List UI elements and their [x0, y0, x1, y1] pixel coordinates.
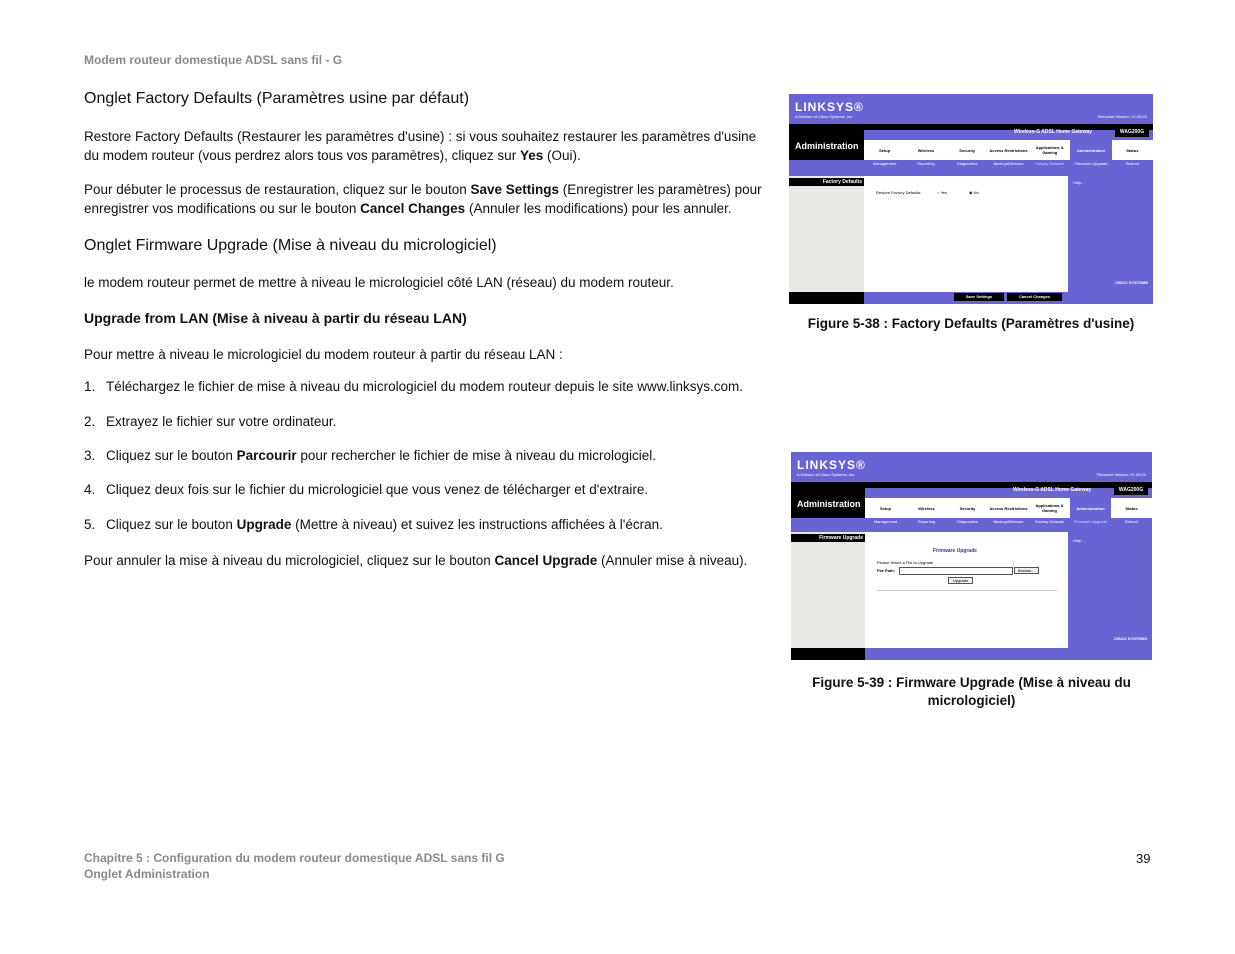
text: Cliquez sur le bouton — [106, 448, 237, 463]
upgrade-button[interactable]: Upgrade — [948, 577, 973, 584]
left-title: Firmware Upgrade — [791, 534, 865, 542]
text: Cliquez sur le bouton — [106, 517, 237, 532]
text: du modem routeur (vous perdrez alors tous vos paramètres), cliquez sur — [84, 148, 520, 163]
gateway-name: Wireless-G ADSL Home Gateway — [1013, 487, 1092, 493]
subtab-reporting[interactable]: Reporting — [917, 519, 936, 524]
paragraph-lan: le modem routeur permet de mettre à niveau le micrologiciel côté LAN (réseau) du modem routeur. — [84, 275, 674, 290]
text: pour rechercher le fichier de mise à niveau du micrologiciel. — [296, 448, 657, 463]
page-number: 39 — [1136, 851, 1151, 866]
subtab-factory-defaults[interactable]: Factory Defaults — [1035, 161, 1065, 166]
subtab-diagnostics[interactable]: Diagnostics — [957, 519, 978, 524]
figure-caption: Figure 5-38 : Factory Defaults (Paramètres d'usine) — [807, 316, 1135, 331]
subtab-reboot[interactable]: Reboot — [1125, 519, 1138, 524]
section-label: Administration — [795, 141, 859, 151]
text: (Annuler les modifications) pour les annuler. — [465, 201, 732, 216]
tab-status[interactable]: Status — [1125, 505, 1138, 511]
paragraph-save — [84, 180, 774, 218]
bottom-black — [791, 648, 865, 660]
logo-subtitle: A Division of Cisco Systems, Inc. — [795, 114, 854, 119]
list-item — [84, 414, 336, 429]
top-strip — [865, 482, 1152, 488]
footer — [84, 850, 505, 882]
section-title-firmware-upgrade: Onglet Firmware Upgrade (Mise à niveau du micrologiciel) — [84, 237, 497, 254]
subtab-diagnostics[interactable]: Diagnostics — [956, 161, 978, 166]
text: (Oui). — [543, 148, 581, 163]
caption-line: micrologiciel) — [927, 693, 1016, 708]
paragraph-restore — [84, 127, 774, 165]
section-label: Administration — [797, 499, 861, 509]
top-strip — [864, 124, 1153, 130]
paragraph-cancel — [84, 551, 747, 570]
left-title: Factory Defaults — [789, 178, 864, 186]
radio-no[interactable]: ◉ No — [969, 190, 979, 195]
text: Restore Factory Defaults (Restaurer les paramètres d'usine) : si vous souhaitez restaurer les paramètres d'usine — [84, 129, 757, 144]
list-item — [84, 448, 656, 463]
nav-tabs — [864, 140, 1153, 160]
divider — [877, 590, 1057, 591]
list-number: 1. — [84, 379, 96, 394]
tab-setup[interactable]: Setup — [879, 505, 892, 511]
subtab-reporting[interactable]: Reporting — [917, 161, 935, 166]
paragraph-steps-intro: Pour mettre à niveau le micrologiciel du modem routeur à partir du réseau LAN : — [84, 347, 563, 362]
cisco-logo: CISCO SYSTEMS — [1114, 636, 1147, 641]
upgrade-instruction: Please Select a File to Upgrade — [877, 560, 934, 565]
text: Pour débuter le processus de restauration, cliquez sur le bouton — [84, 182, 471, 197]
text: (Annuler mise à niveau). — [597, 553, 748, 568]
tab-applications-gaming[interactable]: Applications & Gaming — [1035, 145, 1064, 155]
subtab-reboot[interactable]: Reboot — [1125, 161, 1139, 166]
subtab-backup-restore[interactable]: Backup&Restore — [993, 519, 1024, 524]
tab-status[interactable]: Status — [1126, 147, 1139, 153]
cisco-logo: CISCO SYSTEMS — [1115, 280, 1148, 285]
left-column — [791, 532, 865, 648]
nav-tabs — [865, 498, 1152, 518]
bold-text: Yes — [519, 148, 544, 163]
logo-subtitle: A Division of Cisco Systems, Inc. — [797, 472, 856, 477]
tab-access-restrictions[interactable]: Access Restrictions — [989, 505, 1028, 511]
figure-factory-defaults-screenshot — [789, 94, 1153, 304]
tab-administration[interactable]: Administration — [1070, 140, 1111, 160]
text: enregistrer vos modifications ou sur le bouton — [84, 201, 361, 216]
caption-line: Figure 5-39 : Firmware Upgrade (Mise à niveau du — [812, 675, 1131, 690]
subtab-management[interactable]: Management — [873, 519, 898, 524]
text: Pour annuler la mise à niveau du micrologiciel, cliquez sur le bouton — [84, 553, 495, 568]
tab-wireless[interactable]: Wireless — [917, 147, 935, 153]
bold-text: Upgrade — [236, 517, 292, 532]
list-number: 4. — [84, 482, 96, 497]
linksys-logo: LINKSYS® — [797, 458, 866, 472]
firmware-version: Firmware Version: V1.00.00 — [1096, 472, 1146, 477]
bold-text: Parcourir — [236, 448, 297, 463]
text: Extrayez le fichier sur votre ordinateur. — [106, 414, 337, 429]
restore-label: Restore Factory Defaults: — [876, 190, 922, 195]
subtab-backup-restore[interactable]: Backup&Restore — [993, 161, 1024, 166]
radio-yes-label: Yes — [940, 190, 947, 195]
section-title-factory-defaults: Onglet Factory Defaults (Paramètres usine par défaut) — [84, 90, 470, 107]
browse-button[interactable]: Browse... — [1014, 567, 1039, 574]
subtab-firmware-upgrade[interactable]: Firmware Upgrade — [1073, 519, 1108, 524]
save-settings-button[interactable]: Save Settings — [954, 293, 1004, 301]
file-path-input[interactable] — [899, 567, 1013, 575]
tab-applications-gaming[interactable]: Applications & Gaming — [1035, 503, 1064, 513]
text: Cliquez deux fois sur le fichier du micrologiciel que vous venez de télécharger et d'extraire. — [106, 482, 649, 497]
tab-administration[interactable]: Administration — [1070, 498, 1111, 518]
sub-nav — [865, 519, 1152, 526]
tab-security[interactable]: Security — [959, 505, 976, 511]
bold-text: Cancel Upgrade — [494, 553, 598, 568]
subheading-upgrade-lan: Upgrade from LAN (Mise à niveau à partir du réseau LAN) — [84, 310, 467, 326]
list-item — [84, 482, 648, 497]
bold-text: Cancel Changes — [360, 201, 466, 216]
left-column — [789, 176, 864, 292]
subtab-management[interactable]: Management — [872, 161, 897, 166]
bottom-black — [789, 292, 864, 304]
sub-nav — [864, 161, 1153, 168]
tab-access-restrictions[interactable]: Access Restrictions — [989, 147, 1028, 153]
list-item — [84, 379, 743, 394]
firmware-version: Firmware Version: V1.00.00 — [1097, 114, 1147, 119]
file-path-label: File Path: — [877, 568, 896, 573]
tab-setup[interactable]: Setup — [879, 147, 891, 153]
help-text: Help... — [1073, 180, 1085, 185]
radio-yes[interactable]: ○ Yes — [937, 190, 947, 195]
text: Téléchargez le fichier de mise à niveau du micrologiciel du modem routeur depuis le site www.linksys.com. — [106, 379, 744, 394]
model-badge: WAG200G — [1114, 485, 1148, 495]
text: (Mettre à niveau) et suivez les instructions affichées à l'écran. — [291, 517, 663, 532]
subtab-factory-defaults[interactable]: Factory Defaults — [1034, 519, 1065, 524]
gateway-name: Wireless-G ADSL Home Gateway — [1014, 129, 1093, 135]
linksys-logo: LINKSYS® — [795, 100, 864, 114]
figure-caption — [791, 674, 1152, 710]
footer-section: Onglet Administration — [84, 867, 210, 881]
cancel-changes-button[interactable]: Cancel Changes — [1007, 293, 1062, 301]
model-badge: WAG200G — [1115, 127, 1149, 137]
list-item — [84, 517, 663, 532]
help-text: Help... — [1073, 538, 1085, 543]
list-number: 5. — [84, 517, 96, 532]
list-number: 3. — [84, 448, 96, 463]
upgrade-heading: Firmware Upgrade — [933, 548, 977, 554]
running-header: Modem routeur domestique ADSL sans fil - G — [84, 53, 343, 67]
figure-firmware-upgrade-screenshot — [791, 452, 1152, 660]
footer-chapter: Chapitre 5 : Configuration du modem routeur domestique ADSL sans fil G — [84, 851, 505, 865]
radio-no-label: No — [973, 190, 979, 195]
tab-wireless[interactable]: Wireless — [918, 505, 935, 511]
tab-security[interactable]: Security — [959, 147, 976, 153]
bold-text: Save Settings — [470, 182, 560, 197]
list-number: 2. — [84, 414, 96, 429]
subtab-firmware-upgrade[interactable]: Firmware Upgrade — [1074, 161, 1108, 166]
text: (Enregistrer les paramètres) pour — [559, 182, 762, 197]
